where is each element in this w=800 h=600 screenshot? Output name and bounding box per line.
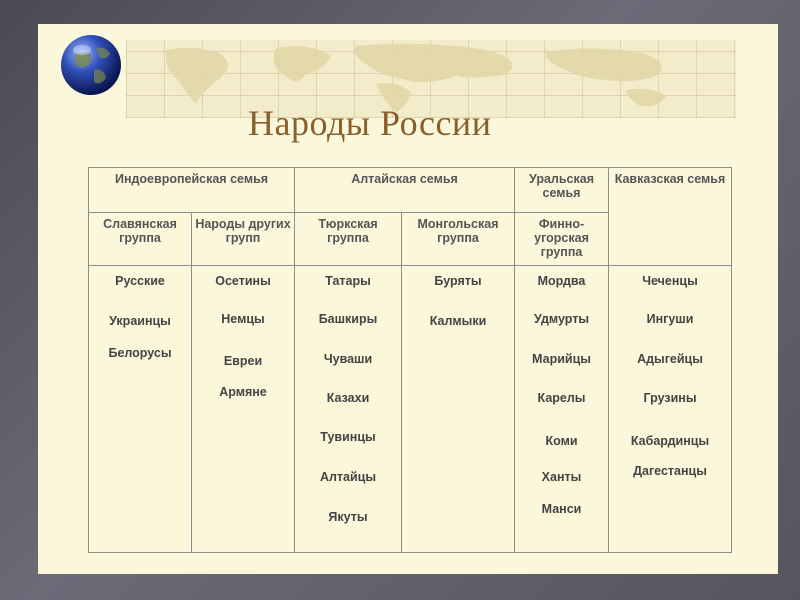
people-item: Якуты — [328, 510, 368, 524]
column-turkic — [295, 266, 402, 553]
people-item: Тувинцы — [320, 430, 376, 444]
people-item: Осетины — [215, 274, 271, 288]
people-item: Манси — [541, 502, 582, 516]
column-finno-ugric — [515, 266, 609, 553]
people-item: Немцы — [221, 312, 265, 326]
people-item: Русские — [115, 274, 165, 288]
people-item: Татары — [325, 274, 371, 288]
people-item: Чуваши — [323, 352, 373, 366]
people-item: Марийцы — [532, 352, 591, 366]
people-item: Грузины — [643, 391, 697, 405]
family-header-caucasian: Кавказская семья — [609, 168, 732, 266]
people-item: Ингуши — [646, 312, 694, 326]
people-item: Мордва — [537, 274, 586, 288]
people-item: Ханты — [541, 470, 582, 484]
people-item: Удмурты — [533, 312, 590, 326]
people-item: Алтайцы — [319, 470, 377, 484]
column-other-peoples — [192, 266, 295, 553]
group-header-turkic: Тюркская группа — [295, 213, 402, 266]
group-header-other-peoples: Народы других групп — [192, 213, 295, 266]
people-item: Коми — [545, 434, 578, 448]
slide — [38, 24, 778, 574]
peoples-table-wrapper — [88, 167, 731, 550]
people-item: Белорусы — [108, 346, 172, 360]
slide-title: Народы России — [248, 103, 492, 143]
family-header-altaic: Алтайская семья — [295, 168, 515, 213]
people-item: Кабардинцы — [630, 434, 710, 448]
column-slavic — [89, 266, 192, 553]
people-item: Дагестанцы — [633, 464, 707, 478]
people-item: Евреи — [223, 354, 263, 368]
globe-icon — [60, 34, 122, 96]
family-header-uralic: Уральская семья — [515, 168, 609, 213]
people-item: Казахи — [326, 391, 370, 405]
people-item: Калмыки — [429, 314, 487, 328]
people-item: Башкиры — [318, 312, 378, 326]
group-header-slavic: Славянская группа — [89, 213, 192, 266]
people-item: Украинцы — [109, 314, 171, 328]
peoples-table — [88, 167, 732, 553]
column-caucasian — [609, 266, 732, 553]
people-item: Чеченцы — [642, 274, 698, 288]
people-item: Адыгейцы — [637, 352, 703, 366]
column-mongolic — [402, 266, 515, 553]
people-item: Карелы — [537, 391, 586, 405]
group-header-mongolic: Монгольская группа — [402, 213, 515, 266]
people-item: Буряты — [434, 274, 482, 288]
family-header-indo-european: Индоевропейская семья — [89, 168, 295, 213]
people-item: Армяне — [219, 385, 267, 399]
group-header-finno-ugric: Финно-угорская группа — [515, 213, 609, 266]
